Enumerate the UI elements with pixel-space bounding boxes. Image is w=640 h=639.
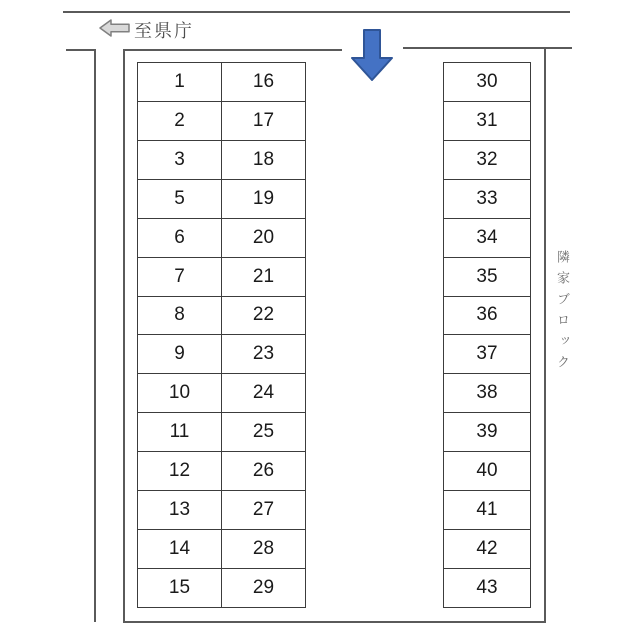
- parking-space-27: 27: [221, 491, 305, 529]
- parking-space-23: 23: [221, 335, 305, 373]
- parking-row: [138, 296, 305, 335]
- parking-row: [138, 373, 305, 412]
- west-boundary-top-line: [66, 49, 96, 51]
- parking-row: [444, 412, 530, 451]
- parking-space-14: 14: [168, 538, 191, 560]
- parking-row: [444, 568, 530, 607]
- west-boundary-line: [94, 49, 96, 622]
- parking-table-right: [443, 62, 531, 608]
- parking-space-3: 3: [174, 148, 185, 170]
- parcel-top-line-left: [123, 49, 342, 51]
- down-block-arrow-icon: [351, 29, 393, 86]
- parking-space-32: 32: [476, 148, 498, 170]
- parking-space-8: 8: [174, 304, 185, 326]
- parcel-left-line: [123, 49, 125, 623]
- parking-space-5: 5: [174, 187, 185, 209]
- parking-space-42: 42: [476, 538, 498, 560]
- top-road-line: [63, 11, 570, 13]
- parking-row: [138, 334, 305, 373]
- parking-row: [138, 451, 305, 490]
- parking-row: [444, 63, 530, 101]
- parking-space-39: 39: [476, 421, 498, 443]
- parking-space-37: 37: [476, 343, 498, 365]
- parking-space-21: 21: [221, 258, 305, 296]
- parking-space-36: 36: [476, 304, 498, 326]
- parking-row: [444, 296, 530, 335]
- parking-row: [444, 451, 530, 490]
- parking-row: [138, 101, 305, 140]
- left-block-arrow-icon: [99, 19, 130, 42]
- parking-space-28: 28: [221, 530, 305, 568]
- parcel-bottom-line: [123, 621, 546, 623]
- parking-row: [444, 257, 530, 296]
- road-destination-label: 至県庁: [134, 21, 194, 41]
- parking-space-43: 43: [476, 576, 498, 598]
- parking-row: [444, 373, 530, 412]
- parking-row: [138, 140, 305, 179]
- parking-row: [444, 529, 530, 568]
- parking-space-12: 12: [168, 460, 191, 482]
- parking-space-9: 9: [174, 343, 185, 365]
- parking-space-10: 10: [168, 382, 191, 404]
- parking-row: [138, 529, 305, 568]
- parking-row: [444, 490, 530, 529]
- parking-space-26: 26: [221, 452, 305, 490]
- parking-space-16: 16: [221, 63, 305, 101]
- parking-space-2: 2: [174, 109, 185, 131]
- parking-row: [444, 179, 530, 218]
- parking-space-35: 35: [476, 265, 498, 287]
- parking-row: [138, 412, 305, 451]
- parking-row: [444, 101, 530, 140]
- parking-row: [138, 257, 305, 296]
- parking-space-20: 20: [221, 219, 305, 257]
- parking-row: [138, 179, 305, 218]
- neighbor-block-label: 隣家ブロック: [555, 250, 570, 376]
- parking-space-22: 22: [221, 297, 305, 335]
- parking-row: [138, 63, 305, 101]
- parking-space-34: 34: [476, 226, 498, 248]
- parking-space-40: 40: [476, 460, 498, 482]
- parking-table-left: [137, 62, 306, 608]
- parking-space-6: 6: [174, 226, 185, 248]
- parking-row: [444, 140, 530, 179]
- parking-space-38: 38: [476, 382, 498, 404]
- parking-space-25: 25: [221, 413, 305, 451]
- parking-row: [444, 334, 530, 373]
- parking-space-24: 24: [221, 374, 305, 412]
- parking-row: [444, 218, 530, 257]
- parking-space-13: 13: [168, 499, 191, 521]
- parking-space-19: 19: [221, 180, 305, 218]
- parking-space-41: 41: [476, 499, 498, 521]
- parking-space-31: 31: [476, 109, 498, 131]
- parking-space-29: 29: [221, 569, 305, 607]
- parcel-top-line-right: [403, 47, 572, 49]
- parking-space-30: 30: [476, 70, 498, 92]
- parking-space-1: 1: [174, 70, 185, 92]
- parking-space-15: 15: [168, 576, 191, 598]
- parking-space-7: 7: [174, 265, 185, 287]
- east-boundary-line: [544, 47, 546, 623]
- parking-row: [138, 490, 305, 529]
- parking-space-11: 11: [169, 421, 190, 443]
- parking-space-17: 17: [221, 102, 305, 140]
- parking-space-33: 33: [476, 187, 498, 209]
- parking-row: [138, 568, 305, 607]
- parking-space-18: 18: [221, 141, 305, 179]
- parking-row: [138, 218, 305, 257]
